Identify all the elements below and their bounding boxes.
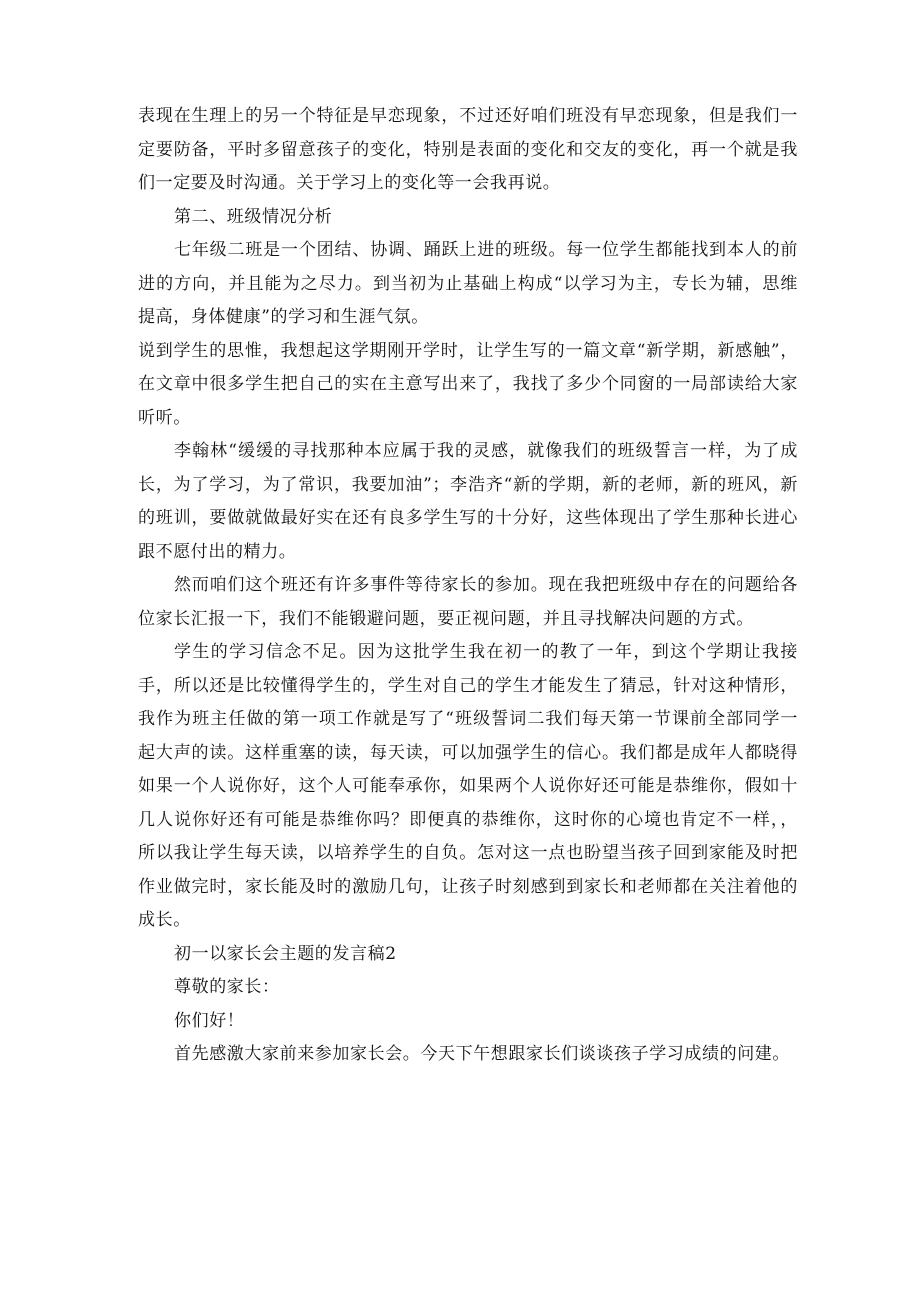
- greeting: 你们好！: [174, 1010, 245, 1031]
- paragraph-5: 李翰林“缓缓的寻找那种本应属于我的灵感，就像我们的班级誓言一样，为了成长，为了学习，为了常识，我要加油”；李浩齐“新的学期，新的老师，新的班风，新的班训，要做就做最好实在还有良多学生写的十分好，这些体现出了学生那种长进心跟不愿付出的精力。: [138, 441, 798, 562]
- paragraph-4: 说到学生的思惟，我想起这学期刚开学时，让学生写的一篇文章“新学期，新感触”，在文章中很多学生把自己的实在主意写出来了，我找了多少个同窗的一局部读给大家听听。: [138, 340, 798, 428]
- salutation: 尊敬的家长：: [174, 977, 280, 997]
- paragraph-6: 然而咱们这个班还有许多事件等待家长的参加。现在我把班级中存在的问题给各位家长汇报一下，我们不能锻避问题，要正视问题，并且寻找解决问题的方式。: [138, 575, 798, 629]
- paragraph-3: 七年级二班是一个团结、协调、踊跃上进的班级。每一位学生都能找到本人的前进的方向，并且能为之尽力。到当初为止基础上构成“以学习为主，专长为辅，思维提高，身体健康”的学习和生涯气氛。: [138, 240, 798, 327]
- section-heading: 第二、班级情况分析: [174, 206, 333, 227]
- paragraph-1: 表现在生理上的另一个特征是早恋现象，不过还好咱们班没有早恋现象，但是我们一定要防备，平时多留意孩子的变化，特别是表面的变化和交友的变化，再一个就是我们一定要及时沟通。关于学习上的变化等一会我再说。: [138, 106, 798, 193]
- paragraph-7: 学生的学习信念不足。因为这批学生我在初一的教了一年，到这个学期让我接手，所以还是比较懂得学生的，学生对自己的学生才能发生了猜忌，针对这种情形，我作为班主任做的第一项工作就是写了“班级誓词二我们每天第一节课前全部同学一起大声的读。这样重塞的读，每天读，可以加强学生的信心。我们都是成年人都晓得如果一个人说你好，这个人可能奉承你，如果两个人说你好还可能是恭维你，假如十几人说你好还有可能是恭维你吗？即便真的恭维你，这时你的心境也肯定不一样，，所以我让学生每天读，以培养学生的自负。怎对这一点也盼望当孩子回到家能及时把作业做完时，家长能及时的激励几句，让孩子时刻感到到家长和老师都在关注着他的成长。: [138, 642, 798, 930]
- document-title-2: 初一以家长会主题的发言稿2: [174, 943, 397, 964]
- document-body: [138, 100, 798, 1072]
- paragraph-11: 首先感激大家前来参加家长会。今天下午想跟家长们谈谈孩子学习成绩的问建。: [174, 1044, 790, 1064]
